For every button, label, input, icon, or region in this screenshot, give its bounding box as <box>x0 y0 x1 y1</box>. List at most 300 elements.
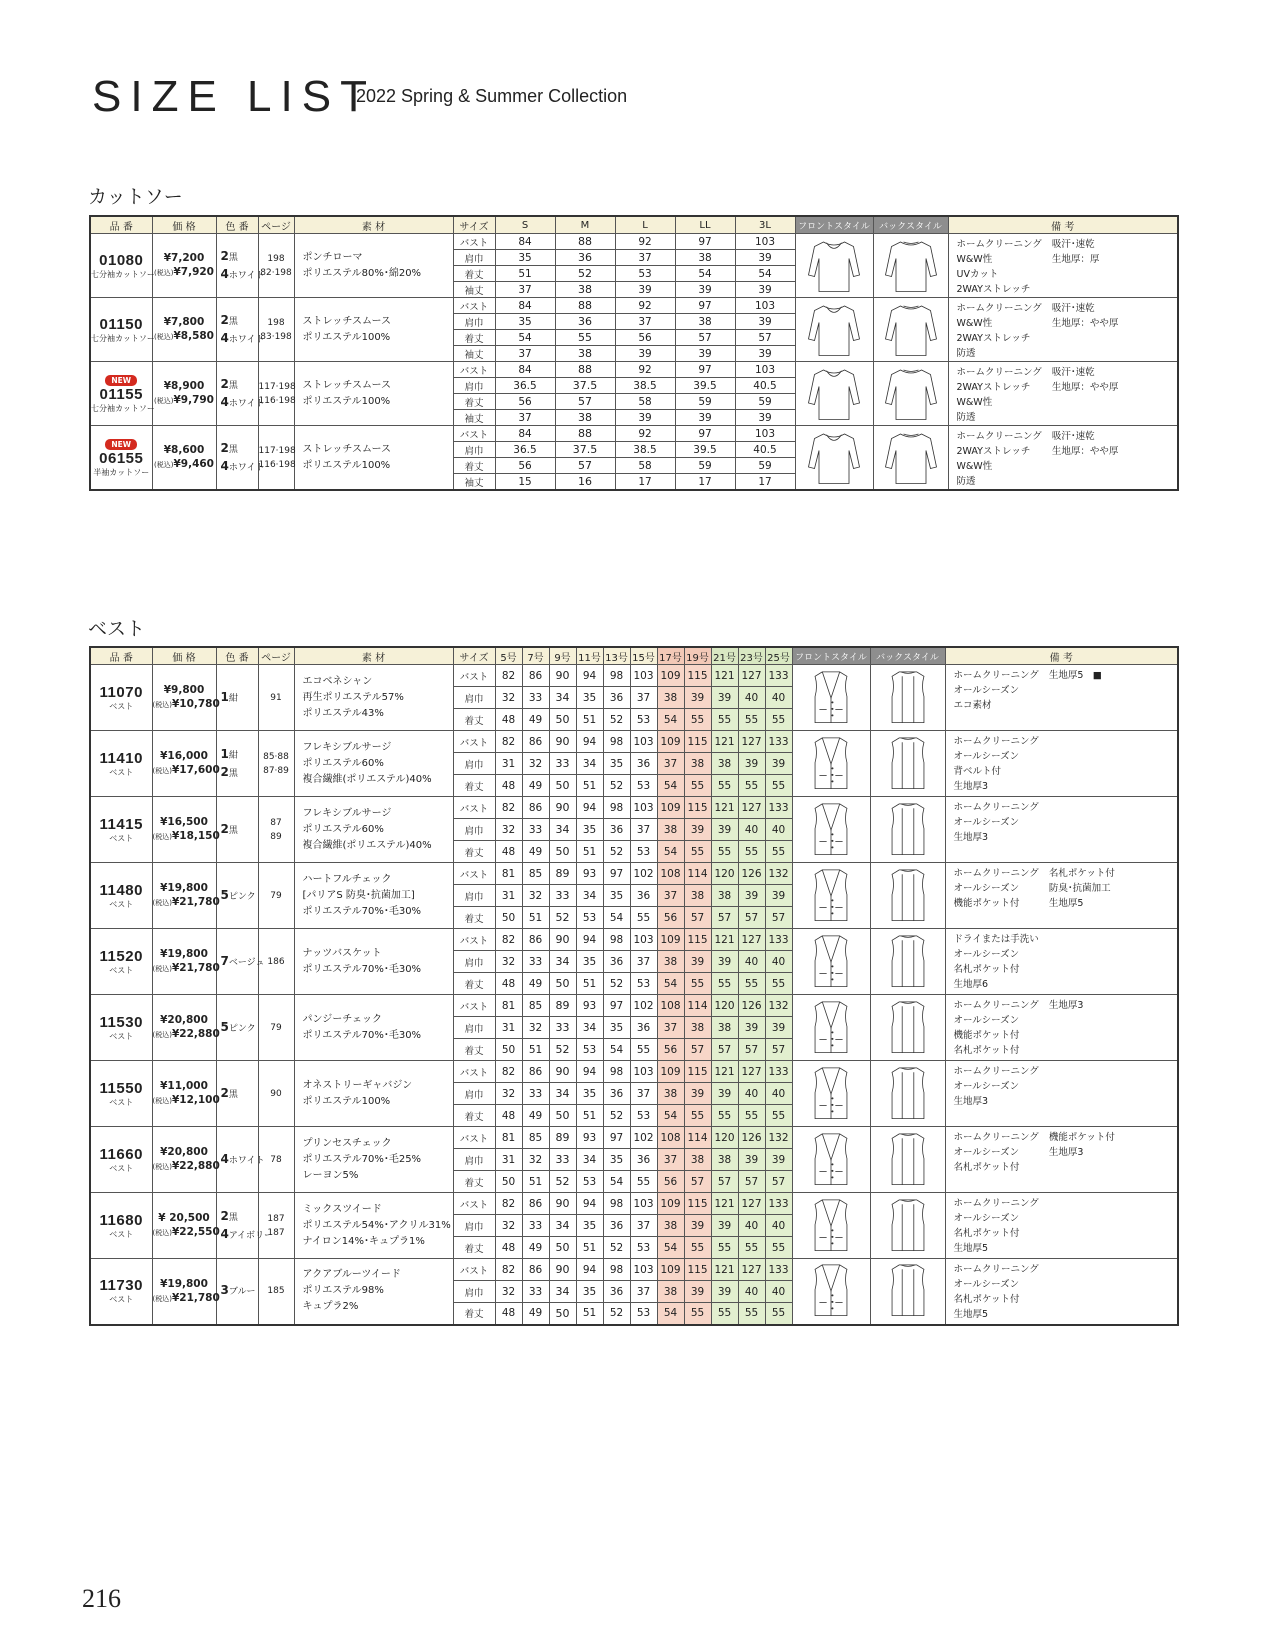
size-value: 35 <box>576 951 603 973</box>
header-row <box>90 216 1178 234</box>
price-with-tax <box>152 697 220 712</box>
size-value: 39 <box>711 687 738 709</box>
remark-item: 生地厚5 <box>1048 898 1084 909</box>
size-value: 37 <box>630 951 657 973</box>
size-value: 120 <box>711 995 738 1017</box>
tax-label: (税込) <box>152 701 172 709</box>
size-value: 115 <box>684 929 711 951</box>
back-style-illustration <box>873 234 948 298</box>
header-code: 品 番 <box>90 216 152 234</box>
material-line: ポンチローマ <box>302 251 363 263</box>
size-value: 40 <box>765 1281 792 1303</box>
size-value: 114 <box>684 995 711 1017</box>
remark-item: 機能ポケット付 <box>1048 1132 1115 1143</box>
item-name: 七分袖カットソー <box>91 403 155 413</box>
size-value: 98 <box>603 665 630 687</box>
price-tax-value: ¥12,100 <box>171 1094 220 1106</box>
remark-item: 名札ポケット付 <box>953 1045 1020 1056</box>
header-size-col: 13号 <box>603 647 630 665</box>
measure-label: バスト <box>453 1259 495 1281</box>
size-value: 56 <box>657 1171 684 1193</box>
material-cell <box>294 797 453 863</box>
material-cell <box>294 929 453 995</box>
remark-item: 生地厚：やや厚 <box>1051 382 1119 393</box>
size-value: 94 <box>576 665 603 687</box>
size-value: 52 <box>555 266 615 282</box>
front-style-illustration <box>792 1193 870 1259</box>
tax-label: (税込) <box>152 1163 172 1171</box>
back-style-illustration <box>870 731 945 797</box>
remark-item: 防臭･抗菌加工 <box>1048 883 1111 894</box>
material-line: 再生ポリエステル57% <box>302 691 404 703</box>
header-size-col: 9号 <box>549 647 576 665</box>
page-ref: 116·198 <box>258 459 296 470</box>
size-value: 31 <box>495 885 522 907</box>
header-price: 価 格 <box>152 216 216 234</box>
back-style-illustration <box>870 863 945 929</box>
size-value: 51 <box>522 1039 549 1061</box>
size-value: 49 <box>522 775 549 797</box>
size-value: 39 <box>735 346 795 362</box>
size-value: 92 <box>615 234 675 250</box>
size-value: 55 <box>711 841 738 863</box>
color-option <box>217 1085 258 1103</box>
size-value: 55 <box>630 907 657 929</box>
item-code-cell <box>90 995 152 1061</box>
remark-item: ホームクリーニング <box>953 1198 1039 1209</box>
remark-item <box>1049 1013 1084 1028</box>
item-code: 11530 <box>99 1013 143 1031</box>
remark-item: 吸汗･速乾 <box>1051 239 1095 250</box>
size-value: 98 <box>603 797 630 819</box>
color-option <box>217 1282 258 1300</box>
header-size-col: S <box>495 216 555 234</box>
material-line: ポリエステル60% <box>302 823 384 835</box>
size-value: 34 <box>549 819 576 841</box>
size-value: 84 <box>495 298 555 314</box>
size-value: 55 <box>738 709 765 731</box>
size-value: 37 <box>615 314 675 330</box>
size-value: 17 <box>675 474 735 490</box>
section-title-vest: ベスト <box>88 618 146 640</box>
header-page: ページ <box>258 216 294 234</box>
size-value: 84 <box>495 426 555 442</box>
color-name: ホワイト <box>228 398 265 409</box>
size-value: 38.5 <box>615 378 675 394</box>
remark-item <box>1052 346 1119 361</box>
material-cell <box>294 1061 453 1127</box>
remark-item: 機能ポケット付 <box>953 898 1020 909</box>
size-value: 53 <box>630 841 657 863</box>
size-value: 32 <box>495 1083 522 1105</box>
tax-label: (税込) <box>152 899 172 907</box>
size-value: 57 <box>738 1171 765 1193</box>
price-cell <box>152 234 216 298</box>
size-value: 93 <box>576 995 603 1017</box>
size-value: 102 <box>630 1127 657 1149</box>
material-line: [パリアS 防臭･抗菌加工] <box>302 889 415 901</box>
tax-label: (税込) <box>154 461 174 469</box>
size-value: 57 <box>738 1039 765 1061</box>
size-value: 35 <box>603 753 630 775</box>
remark-item: W&W性 <box>956 254 993 265</box>
remark-item: 生地厚5 <box>953 1309 989 1320</box>
size-value: 56 <box>657 907 684 929</box>
remark-item <box>1049 698 1102 713</box>
color-number: 2 <box>220 248 229 263</box>
color-cell <box>216 362 265 426</box>
size-value: 50 <box>495 907 522 929</box>
size-value: 57 <box>555 394 615 410</box>
price-cell <box>152 1193 220 1259</box>
color-cell <box>216 1193 274 1259</box>
size-value: 48 <box>495 709 522 731</box>
size-row <box>90 929 1178 951</box>
color-option <box>217 248 258 266</box>
material-line: ポリエステル54%･アクリル31% <box>302 1219 451 1231</box>
header-size-col: 21号 <box>711 647 738 665</box>
size-value: 35 <box>576 1281 603 1303</box>
size-value: 89 <box>549 995 576 1017</box>
price-tax-value: ¥21,780 <box>171 1291 220 1304</box>
measure-label: 肩巾 <box>453 250 495 266</box>
remarks-cell <box>945 1127 1178 1193</box>
measure-label: 肩巾 <box>453 951 495 973</box>
size-row <box>90 234 1178 250</box>
color-option <box>217 887 258 905</box>
size-value: 50 <box>549 841 576 863</box>
size-value: 85 <box>522 995 549 1017</box>
size-value: 90 <box>549 929 576 951</box>
size-value: 86 <box>522 665 549 687</box>
remark-item: 吸汗･速乾 <box>1051 303 1095 314</box>
item-name: ベスト <box>109 899 134 909</box>
size-value: 127 <box>738 797 765 819</box>
size-row <box>90 1127 1178 1149</box>
size-value: 126 <box>738 995 765 1017</box>
color-name: ホワイト <box>228 1155 265 1166</box>
size-value: 37 <box>495 282 555 298</box>
front-style-illustration <box>795 426 873 491</box>
price-with-tax <box>152 763 220 778</box>
size-value: 39 <box>711 1215 738 1237</box>
size-value: 121 <box>711 929 738 951</box>
back-style-illustration <box>873 426 948 491</box>
tax-label: (税込) <box>152 965 172 973</box>
size-row <box>90 362 1178 378</box>
size-value: 133 <box>765 731 792 753</box>
size-value: 97 <box>603 995 630 1017</box>
size-value: 52 <box>603 709 630 731</box>
header-size-col: LL <box>675 216 735 234</box>
page-ref: 82·198 <box>260 267 292 278</box>
price-cell <box>152 298 216 362</box>
measure-label: 着丈 <box>453 458 495 474</box>
price-tax-value: ¥22,550 <box>171 1226 220 1238</box>
item-code: 11660 <box>99 1145 143 1163</box>
tax-label: (税込) <box>152 1097 172 1105</box>
item-name: 七分袖カットソー <box>91 333 155 343</box>
size-value: 55 <box>684 775 711 797</box>
page-cell <box>258 298 294 362</box>
size-value: 93 <box>576 1127 603 1149</box>
size-value: 32 <box>522 1149 549 1171</box>
size-value: 38 <box>684 885 711 907</box>
remark-item: W&W性 <box>956 461 993 472</box>
tax-label: (税込) <box>152 1031 172 1039</box>
size-value: 88 <box>555 234 615 250</box>
color-number: 4 <box>220 394 229 409</box>
size-value: 54 <box>603 1171 630 1193</box>
remark-item <box>1049 1160 1115 1175</box>
price: ¥9,800 <box>163 684 205 696</box>
material-cell <box>294 995 453 1061</box>
size-value: 114 <box>684 863 711 885</box>
size-value: 48 <box>495 1303 522 1325</box>
size-value: 49 <box>522 1303 549 1325</box>
page-ref: 83·198 <box>260 331 292 342</box>
price-cell <box>152 995 220 1061</box>
size-value: 36 <box>603 819 630 841</box>
price-with-tax <box>152 1159 220 1174</box>
material-line: オネストリーギャバジン <box>302 1079 413 1091</box>
size-value: 35 <box>603 885 630 907</box>
material-cell <box>294 298 453 362</box>
color-option <box>217 764 258 782</box>
color-name: 黒 <box>228 444 238 455</box>
size-value: 55 <box>738 973 765 995</box>
remarks-cell <box>945 1259 1178 1325</box>
size-value: 92 <box>615 426 675 442</box>
size-value: 39 <box>711 819 738 841</box>
size-value: 34 <box>576 1149 603 1171</box>
size-value: 38 <box>657 1083 684 1105</box>
front-style-illustration <box>792 1061 870 1127</box>
size-value: 38 <box>657 1215 684 1237</box>
remark-item <box>1052 395 1119 410</box>
measure-label: バスト <box>453 426 495 442</box>
size-value: 36 <box>603 1281 630 1303</box>
item-name: ベスト <box>109 965 134 975</box>
item-name: ベスト <box>109 1229 134 1239</box>
size-value: 49 <box>522 1105 549 1127</box>
material-line: ポリエステル98% <box>302 1285 384 1297</box>
size-value: 132 <box>765 863 792 885</box>
size-value: 38 <box>684 1149 711 1171</box>
size-value: 126 <box>738 863 765 885</box>
size-value: 40 <box>738 1281 765 1303</box>
size-value: 31 <box>495 1017 522 1039</box>
material-line: ポリエステル70%･毛30% <box>302 905 422 917</box>
size-value: 103 <box>630 797 657 819</box>
measure-label: 着丈 <box>453 775 495 797</box>
size-value: 90 <box>549 797 576 819</box>
size-value: 108 <box>657 1127 684 1149</box>
size-value: 36 <box>630 885 657 907</box>
remarks-cell <box>948 362 1178 426</box>
color-name: 黒 <box>228 316 238 327</box>
material-line: ナッツバスケット <box>302 947 382 959</box>
price-tax-value: ¥9,460 <box>173 458 214 470</box>
measure-label: バスト <box>453 995 495 1017</box>
header-back-style: バックスタイル <box>873 216 948 234</box>
measure-label: 肩巾 <box>453 1017 495 1039</box>
remark-item: 名札ポケット付 <box>1048 868 1115 879</box>
size-value: 39 <box>738 1017 765 1039</box>
item-code-cell <box>90 665 152 731</box>
size-value: 55 <box>711 1105 738 1127</box>
page-cell <box>258 1259 294 1325</box>
size-value: 38 <box>684 1017 711 1039</box>
remark-item <box>1052 410 1119 425</box>
size-value: 38 <box>711 885 738 907</box>
size-value: 109 <box>657 929 684 951</box>
remark-item: ホームクリーニング <box>953 1066 1039 1077</box>
size-value: 33 <box>522 1215 549 1237</box>
size-value: 39 <box>675 410 735 426</box>
tax-label: (税込) <box>154 397 174 405</box>
size-value: 53 <box>615 266 675 282</box>
size-value: 132 <box>765 1127 792 1149</box>
color-number: 4 <box>220 458 229 473</box>
remark-item: 生地厚：やや厚 <box>1051 446 1119 457</box>
color-name: 黒 <box>228 380 238 391</box>
header-size-col: 3L <box>735 216 795 234</box>
size-value: 82 <box>495 1193 522 1215</box>
size-value: 103 <box>630 1193 657 1215</box>
size-value: 37 <box>630 1215 657 1237</box>
price-tax-value: ¥17,600 <box>171 764 220 776</box>
page-ref: 117·198 <box>258 445 296 456</box>
remark-item: 2WAYストレッチ <box>956 333 1031 344</box>
color-number: 2 <box>220 1085 229 1100</box>
page-ref: 91 <box>270 692 282 703</box>
front-style-illustration <box>795 362 873 426</box>
size-row <box>90 995 1178 1017</box>
size-value: 52 <box>603 775 630 797</box>
page-cell <box>258 797 294 863</box>
size-value: 34 <box>549 1215 576 1237</box>
size-value: 85 <box>522 863 549 885</box>
header-material: 素 材 <box>294 216 453 234</box>
price: ¥8,900 <box>163 380 205 392</box>
size-value: 55 <box>711 973 738 995</box>
size-value: 53 <box>630 1237 657 1259</box>
size-value: 50 <box>495 1039 522 1061</box>
measure-label: 肩巾 <box>453 378 495 394</box>
remark-item <box>1049 1028 1084 1043</box>
size-value: 51 <box>522 907 549 929</box>
section-title-cutsew: カットソー <box>88 186 183 208</box>
price-with-tax <box>152 829 220 844</box>
size-value: 102 <box>630 863 657 885</box>
page-cell <box>258 665 294 731</box>
size-value: 88 <box>555 362 615 378</box>
page-ref: 187 <box>267 1213 285 1224</box>
size-value: 33 <box>549 1149 576 1171</box>
remark-item: ホームクリーニング <box>956 431 1042 442</box>
size-value: 38 <box>675 250 735 266</box>
page-cell <box>258 731 294 797</box>
item-name: ベスト <box>109 701 134 711</box>
size-value: 53 <box>630 775 657 797</box>
color-name: 紺 <box>228 693 238 704</box>
color-number: 5 <box>220 887 229 902</box>
remark-item: ホームクリーニング <box>953 1264 1039 1275</box>
remarks-cell <box>945 995 1178 1061</box>
size-value: 94 <box>576 1193 603 1215</box>
price-tax-value: ¥22,880 <box>171 1028 220 1040</box>
size-value: 35 <box>576 687 603 709</box>
material-line: プリンセスチェック <box>302 1137 392 1149</box>
size-value: 50 <box>549 775 576 797</box>
page-ref: 85·88 <box>263 751 289 762</box>
size-value: 32 <box>495 819 522 841</box>
size-value: 36.5 <box>495 442 555 458</box>
size-value: 133 <box>765 929 792 951</box>
price-with-tax <box>153 457 216 472</box>
price-cell <box>152 1127 220 1193</box>
size-value: 109 <box>657 731 684 753</box>
color-name: ブルー <box>228 1287 256 1298</box>
size-value: 33 <box>522 819 549 841</box>
size-value: 94 <box>576 797 603 819</box>
size-value: 39 <box>735 282 795 298</box>
remark-item: 生地厚3 <box>953 781 989 792</box>
item-code-cell <box>90 298 155 362</box>
size-value: 54 <box>657 709 684 731</box>
size-value: 51 <box>576 973 603 995</box>
size-value: 54 <box>657 973 684 995</box>
header-size-col: 11号 <box>576 647 603 665</box>
size-value: 98 <box>603 1061 630 1083</box>
size-value: 54 <box>603 1039 630 1061</box>
size-value: 52 <box>603 1105 630 1127</box>
color-cell <box>216 1061 258 1127</box>
remark-item <box>1052 459 1119 474</box>
size-value: 32 <box>522 885 549 907</box>
size-value: 40 <box>765 1083 792 1105</box>
measure-label: 肩巾 <box>453 1083 495 1105</box>
page-title: SIZE LIST <box>92 72 376 121</box>
remarks-cell <box>945 929 1178 995</box>
remark-item: オールシーズン <box>953 1147 1020 1158</box>
measure-label: バスト <box>453 1193 495 1215</box>
size-value: 34 <box>576 1017 603 1039</box>
size-value: 53 <box>576 907 603 929</box>
size-value: 98 <box>603 731 630 753</box>
color-name: ピンク <box>228 1023 256 1034</box>
size-value: 56 <box>495 394 555 410</box>
size-value: 35 <box>576 819 603 841</box>
page-ref: 187 <box>267 1227 285 1238</box>
size-value: 40 <box>738 819 765 841</box>
size-value: 48 <box>495 973 522 995</box>
remark-item: オールシーズン <box>953 1081 1020 1092</box>
size-value: 51 <box>576 1105 603 1127</box>
size-value: 55 <box>738 775 765 797</box>
measure-label: バスト <box>453 863 495 885</box>
price-tax-value: ¥9,790 <box>173 394 214 406</box>
measure-label: 肩巾 <box>453 1149 495 1171</box>
remark-item: W&W性 <box>956 397 993 408</box>
material-cell <box>294 731 453 797</box>
remark-item: ホームクリーニング <box>956 367 1042 378</box>
size-value: 53 <box>576 1039 603 1061</box>
size-value: 57 <box>735 330 795 346</box>
item-code-cell <box>90 797 152 863</box>
size-value: 50 <box>549 709 576 731</box>
